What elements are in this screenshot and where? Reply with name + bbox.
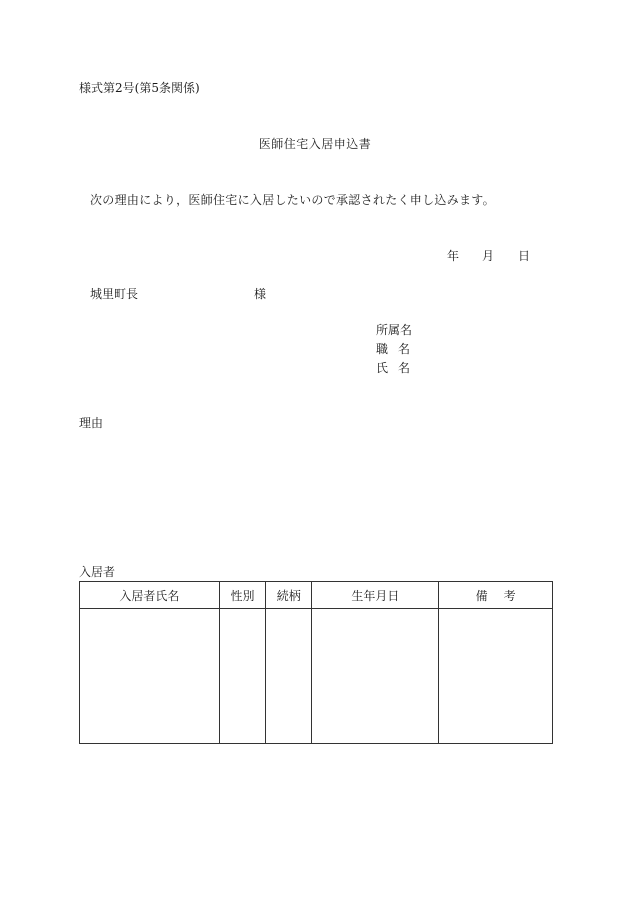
- name-label: 氏名: [376, 361, 421, 375]
- header-remarks: 備考: [439, 582, 553, 609]
- reason-label: 理由: [79, 416, 104, 430]
- recipient-honorific: 様: [254, 287, 267, 301]
- affiliation-label: 所属名: [376, 323, 413, 337]
- cell-gender[interactable]: [219, 609, 265, 744]
- document-title: 医師住宅入居申込書: [258, 137, 372, 151]
- header-relationship: 続柄: [266, 582, 312, 609]
- header-resident-name: 入居者氏名: [80, 582, 220, 609]
- position-label: 職名: [376, 342, 421, 356]
- application-statement: 次の理由により，医師住宅に入居したいので承認されたく申し込みます。: [90, 193, 495, 207]
- cell-relationship[interactable]: [266, 609, 312, 744]
- cell-remarks[interactable]: [439, 609, 553, 744]
- header-birthdate: 生年月日: [312, 582, 439, 609]
- cell-resident-name[interactable]: [80, 609, 220, 744]
- date-day-label: 日: [518, 249, 531, 263]
- header-gender: 性別: [219, 582, 265, 609]
- date-month-label: 月: [482, 249, 495, 263]
- date-year-label: 年: [447, 249, 460, 263]
- recipient-name: 城里町長: [90, 287, 139, 301]
- residents-table: [79, 581, 553, 744]
- residents-label: 入居者: [79, 565, 116, 579]
- form-reference: 様式第2号(第5条関係): [79, 81, 200, 95]
- table-row: [80, 609, 553, 744]
- table-header-row: [80, 582, 553, 609]
- cell-birthdate[interactable]: [312, 609, 439, 744]
